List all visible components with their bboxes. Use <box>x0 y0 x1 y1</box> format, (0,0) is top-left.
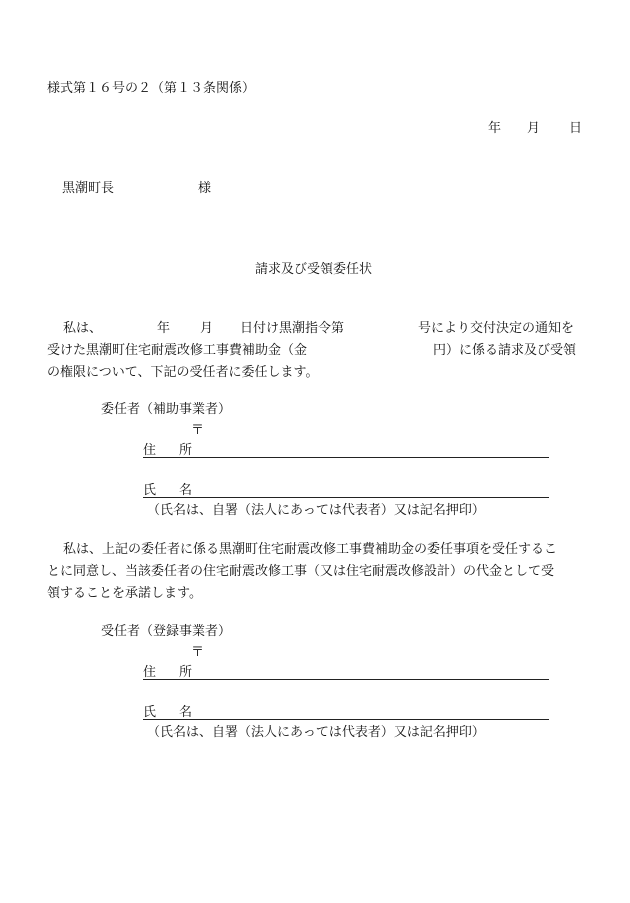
delegate-label: 受任者（登録事業者） <box>101 624 232 639</box>
date-month-label: 月 <box>527 121 541 136</box>
delegate-signature-note: （氏名は、自署（法人にあっては代表者）又は記名押印） <box>147 725 485 740</box>
delegate-name-label-1: 氏 <box>143 705 157 720</box>
delegator-label: 委任者（補助事業者） <box>101 402 232 417</box>
date-day-label: 日 <box>569 121 583 136</box>
addressee-honorific: 様 <box>198 181 212 196</box>
para2-line2: とに同意し、当該委任者の住宅耐震改修工事（又は住宅耐震改修設計）の代金として受 <box>47 564 555 579</box>
delegator-address-label-2: 所 <box>179 443 193 458</box>
para1-line1-e: 号により交付決定の通知を <box>418 321 575 336</box>
para1-line3: の権限について、下記の受任者に委任します。 <box>47 365 319 380</box>
addressee-name: 黒潮町長 <box>62 181 115 196</box>
delegator-name-label-2: 名 <box>179 483 193 498</box>
date-year-label: 年 <box>488 121 502 136</box>
delegator-address-line[interactable] <box>143 457 549 458</box>
delegator-signature-note: （氏名は、自署（法人にあっては代表者）又は記名押印） <box>147 503 485 518</box>
delegator-name-label-1: 氏 <box>143 483 157 498</box>
delegate-name-label-2: 名 <box>179 705 193 720</box>
delegate-address-line[interactable] <box>143 679 549 680</box>
para1-line2-a: 受けた黒潮町住宅耐震改修工事費補助金（金 <box>47 343 308 358</box>
para1-line2-b: 円）に係る請求及び受領 <box>433 343 577 358</box>
delegate-postal-mark: 〒 <box>191 645 205 660</box>
delegator-postal-mark: 〒 <box>191 423 205 438</box>
document-title: 請求及び受領委任状 <box>255 262 373 277</box>
delegate-address-label-2: 所 <box>179 665 193 680</box>
form-number: 様式第１６号の２（第１３条関係） <box>47 81 256 96</box>
delegate-name-line[interactable] <box>143 719 549 720</box>
acceptance-paragraph <box>47 539 583 605</box>
para2-line3: 領することを承諾します。 <box>47 586 202 601</box>
para1-month: 月 <box>200 321 214 336</box>
para1-line1-a: 私は、 <box>63 321 103 336</box>
delegate-address-label-1: 住 <box>143 665 157 680</box>
delegation-paragraph <box>47 318 583 384</box>
delegator-address-label-1: 住 <box>143 443 157 458</box>
para1-line1-d: 日付け黒潮指令第 <box>240 321 345 336</box>
para1-year: 年 <box>157 321 171 336</box>
para2-line1: 私は、上記の委任者に係る黒潮町住宅耐震改修工事費補助金の委任事項を受任するこ <box>63 542 558 557</box>
delegator-name-line[interactable] <box>143 497 549 498</box>
